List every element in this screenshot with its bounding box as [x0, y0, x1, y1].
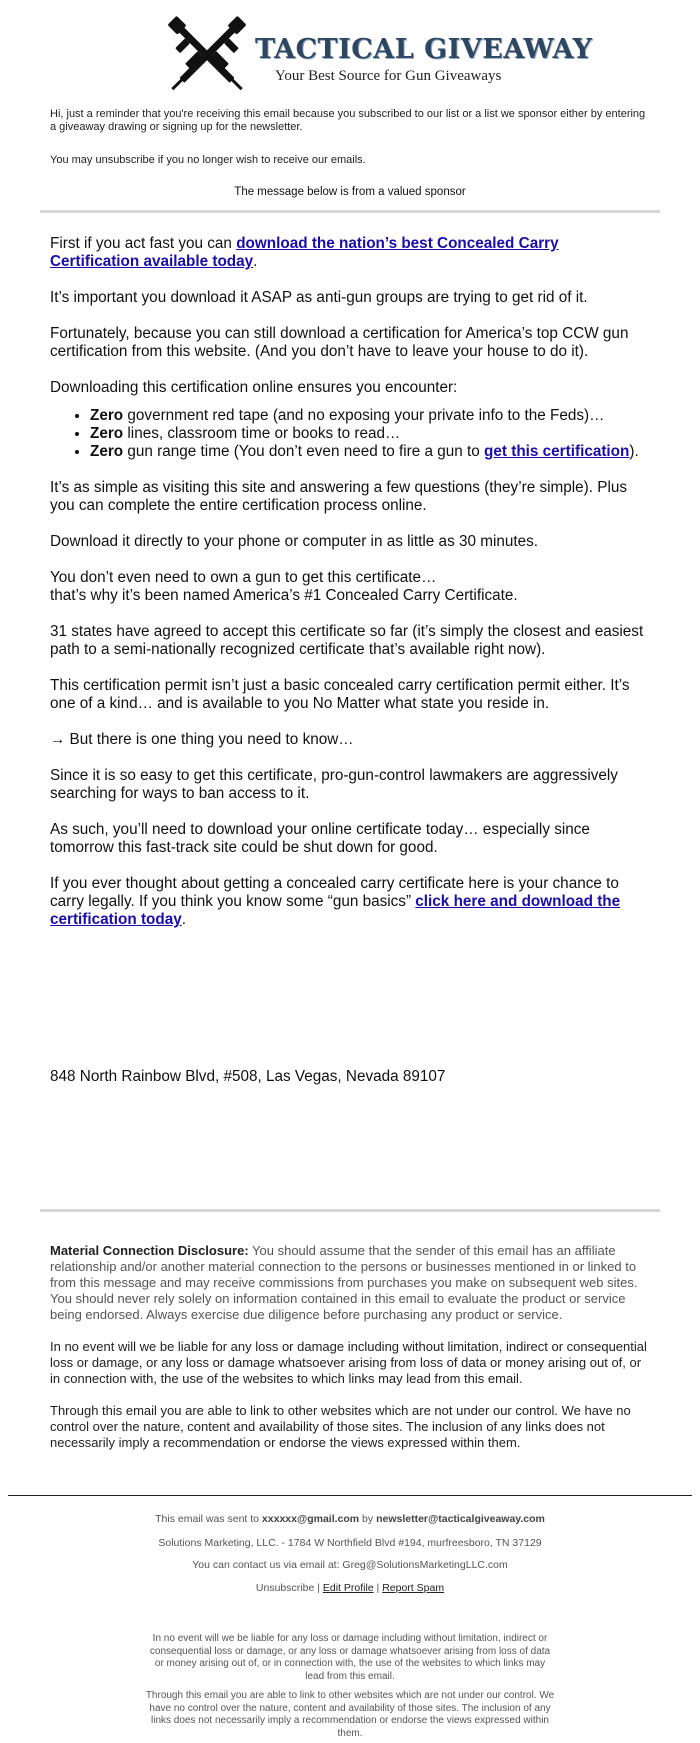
paragraph-permit: This certification permit isn’t just a basic concealed carry certification permit either. It’s one of a kind… and is available to you No Matter what state you reside in. — [50, 677, 630, 712]
paragraph-no-gun — [50, 569, 650, 605]
intro-period: . — [253, 253, 258, 270]
disclosure-label: Material Connection Disclosure: — [50, 1243, 249, 1258]
chance-period: . — [181, 911, 186, 928]
get-certification-link[interactable]: get this certification — [484, 443, 630, 460]
subscription-reminder: Hi, just a reminder that you're receiving this email because you subscribed to our list or a list we sponsor either by entering a giveaway drawing or signing up for the newsletter. — [50, 108, 646, 133]
list-item — [90, 443, 650, 461]
paragraph-intro — [50, 235, 650, 271]
crossed-rifles-icon — [157, 12, 257, 100]
sponsor-notice: The message below is from a valued sponsor — [234, 186, 466, 198]
liability-disclaimer: In no event will we be liable for any loss or damage including without limitation, indirect or consequential loss or damage, or any loss or damage whatsoever arising from loss of data or money arising out of, or in connection with, the use of the websites to which links may lead from this email. — [50, 1339, 647, 1386]
edit-profile-link[interactable]: Edit Profile — [322, 1582, 374, 1594]
header-logo[interactable] — [40, 8, 660, 100]
bullet-text: gun range time (You don’t even need to fire a gun to — [123, 443, 485, 460]
brand-tagline: Your Best Source for Gun Giveaways — [275, 68, 502, 84]
paragraph-as-such: As such, you’ll need to download your online certificate today… especially since tomorrow this fast-track site could be shut down for good. — [50, 821, 590, 856]
link-separator: | — [373, 1582, 383, 1594]
link-separator: | — [314, 1582, 323, 1594]
footer-divider — [8, 1495, 692, 1496]
paragraph-chance — [50, 875, 650, 929]
bullet-post: ). — [629, 443, 639, 460]
bullet-bold: Zero — [90, 407, 124, 424]
bullet-text: lines, classroom time or books to read… — [123, 425, 401, 442]
paragraph-lawmakers: Since it is so easy to get this certificate, pro-gun-control lawmakers are aggressively searching for ways to ban access to it. — [50, 767, 618, 802]
paragraph-download-time: Download it directly to your phone or computer in as little as 30 minutes. — [50, 533, 539, 550]
download-certification-cta-link[interactable]: click here and download the certification today — [50, 893, 621, 928]
paragraph-one-thing: → But there is one thing you need to know… — [50, 731, 354, 748]
bullet-bold: Zero — [90, 425, 124, 442]
footer-company-address: Solutions Marketing, LLC. - 1784 W Northfield Blvd #194, murfreesboro, TN 37129 — [158, 1537, 542, 1549]
footer-sent-info — [0, 1513, 700, 1526]
disclosure-text: You should assume that the sender of this email has an affiliate relationship and/or another material connection to the persons or businesses mentioned in or linked to from this message and may receive commissions from purchases you make on subsequent web sites. You should never rely solely on information contained in this email to evaluate the product or service being endorsed. Always exercise due diligence before purchasing any product or service. — [50, 1243, 638, 1322]
paragraph-ensures: Downloading this certification online ensures you encounter: — [50, 379, 458, 396]
intro-text: First if you act fast you can — [50, 235, 237, 252]
paragraph-fortunately: Fortunately, because you can still download a certification for America’s top CCW gun certification from this website. (And you don’t have to leave your house to do it). — [50, 325, 629, 360]
footer-contact: You can contact us via email at: Greg@SolutionsMarketingLLC.com — [192, 1559, 508, 1571]
chance-text: If you ever thought about getting a concealed carry certificate here is your chance to carry legally. If you think you know some “gun basics” — [50, 875, 619, 910]
paragraph-simple: It’s as simple as visiting this site and answering a few questions (they’re simple). Plus you can complete the entire certification process online. — [50, 479, 628, 514]
footer-liability: In no event will we be liable for any loss or damage including without limitation, indirect or consequential loss or damage, or any loss or damage whatsoever arising from loss of data or money arising out of, or in connection with, the use of the websites to which links may lead from this email. — [149, 1633, 551, 1682]
no-gun-line-2: that’s why it’s been named America’s #1 Concealed Carry Certificate. — [50, 587, 518, 604]
paragraph-asap: It’s important you download it ASAP as anti-gun groups are trying to get rid of it. — [50, 289, 588, 306]
sponsor-address: 848 North Rainbow Blvd, #508, Las Vegas, Nevada 89107 — [50, 1068, 446, 1085]
message-body — [50, 235, 650, 947]
report-spam-link[interactable]: Report Spam — [382, 1582, 445, 1594]
material-connection-disclosure — [50, 1243, 650, 1323]
footer-links — [0, 1582, 700, 1595]
no-gun-line-1: You don’t even need to own a gun to get this certificate… — [50, 569, 437, 586]
recipient-email: xxxxxx@gmail.com — [261, 1513, 360, 1525]
bullet-bold: Zero — [90, 443, 124, 460]
benefits-list — [50, 407, 650, 461]
external-links-disclaimer: Through this email you are able to link to other websites which are not under our control. We have no control over the nature, content and availability of those sites. The inclusion of any links does not necessarily imply a recommendation or endorse the views expressed within them. — [50, 1403, 631, 1450]
footer-external-links: Through this email you are able to link to other websites which are not under our control. We have no control over the nature, content and availability of those sites. The inclusion of any links does not necessarily imply a recommendation or endorse the views expressed within them. — [145, 1690, 555, 1739]
sent-prefix: This email was sent to — [155, 1513, 262, 1525]
sender-email: newsletter@tacticalgiveaway.com — [376, 1513, 545, 1525]
brand-title: TACTICAL GIVEAWAY — [255, 34, 593, 65]
list-item — [90, 407, 650, 425]
unsubscribe-link[interactable]: Unsubscribe — [255, 1582, 315, 1594]
unsubscribe-notice: You may unsubscribe if you no longer wish to receive our emails. — [50, 154, 366, 166]
paragraph-states: 31 states have agreed to accept this certificate so far (it’s simply the closest and easiest path to a semi-nationally recognized certificate that’s available right now). — [50, 623, 644, 658]
bullet-text: government red tape (and no exposing your private info to the Feds)… — [123, 407, 605, 424]
download-certification-link[interactable]: download the nation’s best Concealed Carry Certification available today — [50, 235, 559, 270]
sent-by: by — [359, 1513, 377, 1525]
disclosure-section — [50, 1243, 650, 1467]
list-item — [90, 425, 650, 443]
divider-top — [40, 210, 660, 213]
divider-bottom — [40, 1209, 660, 1212]
